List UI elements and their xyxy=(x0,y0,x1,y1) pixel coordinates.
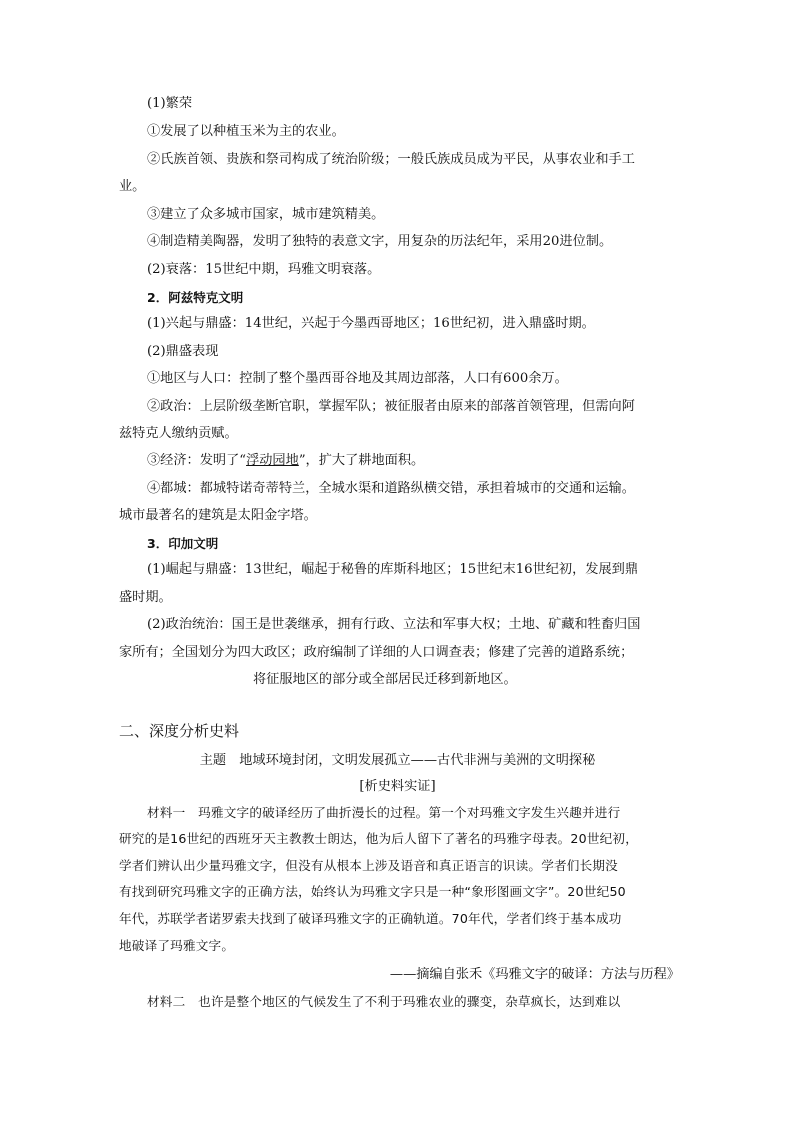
paragraph-line: ②政治：上层阶级垄断官职，掌握军队；被征服者由原来的部落首领管理，但需向阿 xyxy=(147,399,635,414)
paragraph-line: (2)鼎盛表现 xyxy=(147,344,219,359)
paragraph-line: ①发展了以种植玉米为主的农业。 xyxy=(147,124,345,139)
paragraph-line xyxy=(147,452,424,470)
text-span: ③经济：发明了“ xyxy=(147,453,247,468)
paragraph-line: (2)衰落：15世纪中期，玛雅文明衰落。 xyxy=(147,262,381,277)
paragraph-line: (1)崛起与鼎盛：13世纪，崛起于秘鲁的库斯科地区；15世纪末16世纪初，发展到鼎 xyxy=(147,562,639,577)
material-line: 研究的是16世纪的西班牙天主教教士朗达，他为后人留下了著名的玛雅字母表。20世纪初， xyxy=(119,831,639,846)
paragraph-line: 家所有；全国划分为四大政区；政府编制了详细的人口调查表；修建了完善的道路系统； xyxy=(119,645,634,660)
paragraph-line: ①地区与人口：控制了整个墨西哥谷地及其周边部落，人口有600余万。 xyxy=(147,371,568,386)
subsection-heading: 3．印加文明 xyxy=(147,536,219,551)
material-line: 材料一 玛雅文字的破译经历了曲折漫长的过程。第一个对玛雅文字发生兴趣并进行 xyxy=(147,805,621,820)
paragraph-line: ②氏族首领、贵族和祭司构成了统治阶级；一般氏族成员成为平民，从事农业和手工 xyxy=(147,152,635,167)
paragraph-line: ③建立了众多城市国家，城市建筑精美。 xyxy=(147,207,385,222)
material-line: 材料二 也许是整个地区的气候发生了不利于玛雅农业的骤变，杂草疯长，达到难以 xyxy=(147,994,621,1009)
paragraph-line: 盛时期。 xyxy=(119,590,172,605)
source-citation: ——摘编自张禾《玛雅文字的破译：方法与历程》 xyxy=(389,967,680,982)
material-line: 学者们辨认出少量玛雅文字，但没有从根本上涉及语音和真正语言的识读。学者们长期没 xyxy=(119,858,618,873)
underlined-term: 浮动园地 xyxy=(246,453,299,468)
topic-title: 主题 地域环境封闭，文明发展孤立——古代非洲与美洲的文明探秘 xyxy=(199,753,596,768)
paragraph-line: (1)兴起与鼎盛：14世纪，兴起于今墨西哥地区；16世纪初，进入鼎盛时期。 xyxy=(147,316,595,331)
paragraph-line: (1)繁荣 xyxy=(147,96,193,111)
section-title: 二、深度分析史料 xyxy=(119,722,240,740)
paragraph-line: 业。 xyxy=(119,179,146,194)
paragraph-line: ④都城：都城特诺奇蒂特兰，全城水渠和道路纵横交错，承担着城市的交通和运输。 xyxy=(147,481,635,496)
paragraph-line: 城市最著名的建筑是太阳金字塔。 xyxy=(119,508,317,523)
material-line: 地破译了玛雅文字。 xyxy=(119,938,235,953)
material-line: 年代，苏联学者诺罗索夫找到了破译玛雅文字的正确轨道。70年代，学者们终于基本成功 xyxy=(119,911,622,926)
paragraph-line: ④制造精美陶器，发明了独特的表意文字，用复杂的历法纪年，采用20进位制。 xyxy=(147,234,613,249)
subsection-heading: 2．阿兹特克文明 xyxy=(147,290,244,305)
material-line: 有找到研究玛雅文字的正确方法，始终认为玛雅文字只是一种“象形图画文字”。20世纪50 xyxy=(119,884,626,899)
paragraph-line: 将征服地区的部分或全部居民迁移到新地区。 xyxy=(253,672,517,687)
paragraph-line: (2)政治统治：国王是世袭继承，拥有行政、立法和军事大权；土地、矿藏和牲畜归国 xyxy=(147,617,641,632)
sub-heading: [析史料实证] xyxy=(359,779,436,794)
paragraph-line: 兹特克人缴纳贡赋。 xyxy=(119,426,238,441)
text-span: ”，扩大了耕地面积。 xyxy=(298,453,425,468)
